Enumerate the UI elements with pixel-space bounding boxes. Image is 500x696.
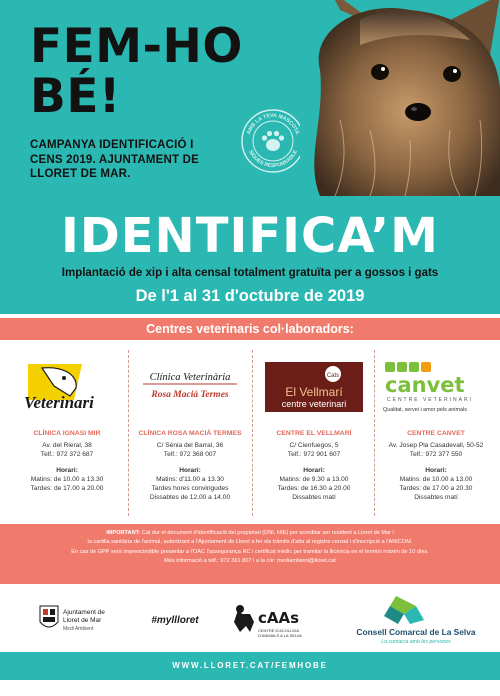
important-line-3: En cas de GPP serà imprescindible presentar a l'OAC l'assegurança RC i certificat mèdic per tramitar la llicència en el termini màxim de 10 dies. xyxy=(71,548,429,555)
hours-line-2: Tardes: de 17.00 a 20.30 xyxy=(399,485,473,492)
hours-label: Horari: xyxy=(56,467,78,474)
clinic-card-canvet xyxy=(374,350,496,516)
clinic-address: Av. del Rieral, 38 xyxy=(42,442,92,449)
hours-line-2: Tardes: de 16.30 a 20.00 xyxy=(277,485,351,492)
clinic-address: C/ Cienfuegos, 5 xyxy=(289,442,339,449)
campaign-line-1: CAMPANYA IDENTIFICACIÓ I xyxy=(30,139,194,151)
canvet-logo xyxy=(381,356,491,416)
clinic-hours xyxy=(6,466,128,493)
clinics-grid xyxy=(0,350,500,516)
hours-line-1: Matins: de 10.00 a 13.30 xyxy=(30,476,104,483)
hours-line-3: Dissabtes matí xyxy=(292,494,336,501)
ajuntament-line-3: Medi Ambient xyxy=(63,626,94,632)
clinic-address-block xyxy=(129,441,251,459)
hours-line-1: Matins: d'11.00 a 13.30 xyxy=(156,476,224,483)
centres-heading-bar xyxy=(0,318,500,340)
clinic-phone: Telf.: 972 377 550 xyxy=(409,451,463,458)
hours-label: Horari: xyxy=(179,467,201,474)
ajuntament-logo xyxy=(36,592,126,648)
caas-sub-2: D'ANIMALS A LA SELVA xyxy=(258,633,302,638)
important-notice xyxy=(0,524,500,584)
clinic-name: CLÍNICA ROSA MACIÀ TERMES xyxy=(138,430,242,437)
campaign-line-2: CENS 2019. AJUNTAMENT DE xyxy=(30,153,200,166)
veterinari-logo xyxy=(12,356,122,416)
footer-url-link[interactable]: WWW.LLORET.CAT/FEMHOBE xyxy=(172,661,328,670)
canvet-icons xyxy=(385,362,431,372)
hashtag-text: #myllloret xyxy=(151,615,199,626)
vellmari-logo xyxy=(259,356,369,416)
consell-line-1: Consell Comarcal de La Selva xyxy=(356,627,476,637)
paw-icon xyxy=(262,131,284,151)
consell-comarcal-logo xyxy=(350,592,482,648)
important-line-2: la cartilla sanitària de l'animal, autoritzant a l'Ajuntament de Lloret a fer els tràmits d'alta al registre censal i d'inscripció a l'ANICOM. xyxy=(87,539,413,546)
clinic-hours xyxy=(375,466,497,502)
headline-line-1: FEM-HO xyxy=(30,19,243,74)
canvet-logo-title: canvet xyxy=(385,373,465,397)
header-section xyxy=(0,0,500,196)
clinic-address-block xyxy=(6,441,128,459)
headline-line-2: BÉ! xyxy=(30,69,121,124)
coat-of-arms-icon xyxy=(40,606,58,627)
clinic-hours xyxy=(129,466,251,502)
caas-sub-1: CENTRE D'ACOLLIDA xyxy=(258,628,299,633)
rosa-macia-logo-title: Clínica Veterinària xyxy=(149,372,231,383)
rosa-macia-logo xyxy=(135,356,245,416)
clinic-address: C/ Sènia del Barral, 36 xyxy=(156,442,224,449)
vellmari-logo-sub: centre veterinari xyxy=(281,399,347,409)
clinic-address-block xyxy=(253,441,375,459)
svg-text:Cats: Cats xyxy=(326,373,340,379)
clinic-card-rosa-macia xyxy=(128,350,250,516)
clinic-phone: Telf.: 972 901 607 xyxy=(287,451,341,458)
ajuntament-line-1: Ajuntament de xyxy=(63,609,105,616)
clinic-card-vellmari xyxy=(252,350,374,516)
clinic-hours xyxy=(253,466,375,502)
important-line-4: Més informació a telf.: 972 361 807 i a la c/e: mediambient@lloret.cat xyxy=(164,558,336,565)
dog-photo xyxy=(300,0,500,196)
ajuntament-line-2: Lloret de Mar xyxy=(63,617,102,624)
sponsors-row xyxy=(0,592,500,648)
caas-text: cAAs xyxy=(258,609,300,627)
canvet-logo-sub: CENTRE VETERINARI xyxy=(387,397,473,403)
veterinari-logo-text: Veterinari xyxy=(24,393,94,412)
responsible-pet-seal xyxy=(240,108,306,174)
campaign-text xyxy=(30,138,240,182)
identifica-band xyxy=(0,196,500,314)
vellmari-logo-title: El Vellmarí xyxy=(285,385,343,399)
hours-line-1: Matins: de 9.30 a 13.00 xyxy=(279,476,349,483)
clinic-address-block xyxy=(375,441,497,459)
seal-bottom-text: SIGUES RESPONSABLE xyxy=(247,149,299,170)
important-label: IMPORTANT: xyxy=(106,530,141,536)
rosa-macia-logo-sub: Rosa Macià Termes xyxy=(151,390,229,400)
clinic-name: CENTRE EL VELLMARÍ xyxy=(276,430,352,437)
hours-line-1: Matins: de 10.00 a 13.00 xyxy=(399,476,473,483)
main-title: IDENTIFICA’M xyxy=(61,208,439,264)
dog-silhouette-icon xyxy=(234,605,254,632)
campaign-line-3: LLORET DE MAR. xyxy=(30,168,131,180)
clinic-name: CENTRE CANVET xyxy=(407,430,465,437)
consell-line-2: La comarca amb les persones xyxy=(381,639,451,645)
hours-line-3: Dissabtes matí xyxy=(414,494,458,501)
clinic-card-ignasi-mir xyxy=(6,350,128,516)
hours-line-2: Tardes hores convingudes xyxy=(151,485,229,492)
hours-label: Horari: xyxy=(303,467,325,474)
hashtag-logo xyxy=(140,592,210,648)
footer-bar xyxy=(0,652,500,680)
clinic-name: CLÍNICA IGNASI MIR xyxy=(33,430,101,437)
important-line-1: Cal dur el document d'identificació del propietari (DNI, NIE) per acreditar ser resident a Lloret de Mar i xyxy=(141,530,394,536)
hours-line-3: Dissabtes de 12.00 a 14.00 xyxy=(149,494,231,501)
clinic-address: Av. Josep Pla Casadevall, 50-52 xyxy=(388,442,484,449)
consell-emblem-icon xyxy=(384,596,424,624)
campaign-dates: De l'1 al 31 d'octubre de 2019 xyxy=(135,287,365,305)
hours-label: Horari: xyxy=(425,467,447,474)
clinic-phone: Telf.: 972 368 007 xyxy=(163,451,217,458)
headline xyxy=(30,19,243,124)
centres-heading: Centres veterinaris col·laboradors: xyxy=(146,322,354,336)
caas-logo xyxy=(228,592,324,648)
subtitle: Implantació de xip i alta censal totalment gratuïta per a gossos i gats xyxy=(61,267,439,279)
clinic-phone: Telf.: 972 372 687 xyxy=(40,451,94,458)
canvet-logo-tagline: Qualitat, servei i amor pels animals xyxy=(383,407,467,413)
hours-line-2: Tardes: de 17.00 a 20.00 xyxy=(30,485,104,492)
seal-top-text: AMB LA TEVA MASCOTA xyxy=(246,112,300,136)
